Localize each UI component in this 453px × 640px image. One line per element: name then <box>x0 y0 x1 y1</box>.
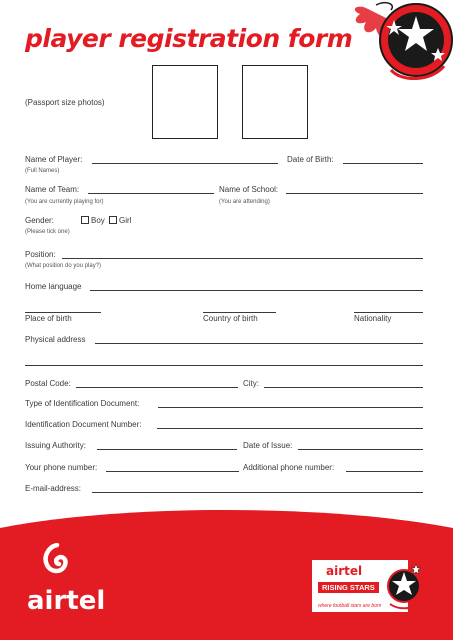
id-number-label: Identification Document Number: <box>25 420 142 429</box>
postal-code-field[interactable] <box>76 387 238 388</box>
physical-address-field[interactable] <box>95 343 423 344</box>
nationality-field[interactable] <box>354 312 423 313</box>
phone-field[interactable] <box>106 471 239 472</box>
id-number-field[interactable] <box>157 428 423 429</box>
player-name-field[interactable] <box>92 163 278 164</box>
form-title: player registration form <box>25 24 353 53</box>
nationality-label: Nationality <box>354 314 392 323</box>
rising-stars-name: RISING STARS <box>318 582 379 593</box>
additional-phone-label: Additional phone number: <box>243 463 335 472</box>
airtel-swirl-logo-icon <box>40 543 74 583</box>
gender-boy-option[interactable] <box>81 216 105 225</box>
gender-girl-option[interactable] <box>109 216 131 225</box>
email-label: E-mail-address: <box>25 484 82 493</box>
airtel-brand-text: airtel <box>27 586 106 616</box>
checkbox-icon[interactable] <box>109 216 117 224</box>
checkbox-icon[interactable] <box>81 216 89 224</box>
postal-code-label: Postal Code: <box>25 379 71 388</box>
dob-field[interactable] <box>343 163 423 164</box>
school-field[interactable] <box>286 193 423 194</box>
country-of-birth-label: Country of birth <box>203 314 258 323</box>
photo-box-1[interactable] <box>152 65 218 139</box>
additional-phone-field[interactable] <box>346 471 423 472</box>
date-of-issue-label: Date of Issue: <box>243 441 293 450</box>
date-of-issue-field[interactable] <box>298 449 423 450</box>
team-label: Name of Team: <box>25 185 80 194</box>
physical-address-field-2[interactable] <box>25 365 423 366</box>
photo-box-2[interactable] <box>242 65 308 139</box>
full-names-hint: (Full Names) <box>25 168 60 174</box>
email-field[interactable] <box>92 492 423 493</box>
place-of-birth-label: Place of birth <box>25 314 72 323</box>
rising-stars-airtel: airtel <box>326 564 363 578</box>
gender-girl-label: Girl <box>119 216 132 225</box>
gender-boy-label: Boy <box>91 216 105 225</box>
dob-label: Date of Birth: <box>287 155 334 164</box>
position-label: Position: <box>25 250 56 259</box>
place-of-birth-field[interactable] <box>25 312 101 313</box>
school-label: Name of School: <box>219 185 279 194</box>
id-type-field[interactable] <box>158 407 423 408</box>
id-type-label: Type of Identification Document: <box>25 399 140 408</box>
physical-address-label: Physical address <box>25 335 86 344</box>
rising-stars-tagline: where football stars are born <box>318 603 382 609</box>
home-language-label: Home language <box>25 282 82 291</box>
city-field[interactable] <box>264 387 423 388</box>
position-hint: (What position do you play?) <box>25 263 102 269</box>
home-language-field[interactable] <box>90 290 423 291</box>
gender-label: Gender: <box>25 216 54 225</box>
team-hint: (You are currently playing for) <box>25 199 104 205</box>
team-field[interactable] <box>88 193 214 194</box>
phone-label: Your phone number: <box>25 463 98 472</box>
issuing-authority-field[interactable] <box>97 449 237 450</box>
country-of-birth-field[interactable] <box>203 312 276 313</box>
photo-hint: (Passport size photos) <box>25 98 105 107</box>
star-ball-logo-icon <box>384 556 426 612</box>
player-name-label: Name of Player: <box>25 155 83 164</box>
issuing-authority-label: Issuing Authority: <box>25 441 86 450</box>
star-ball-logo-icon <box>346 0 453 100</box>
city-label: City: <box>243 379 259 388</box>
school-hint: (You are attending) <box>219 199 270 205</box>
gender-hint: (Please tick one) <box>25 229 70 235</box>
position-field[interactable] <box>62 258 423 259</box>
